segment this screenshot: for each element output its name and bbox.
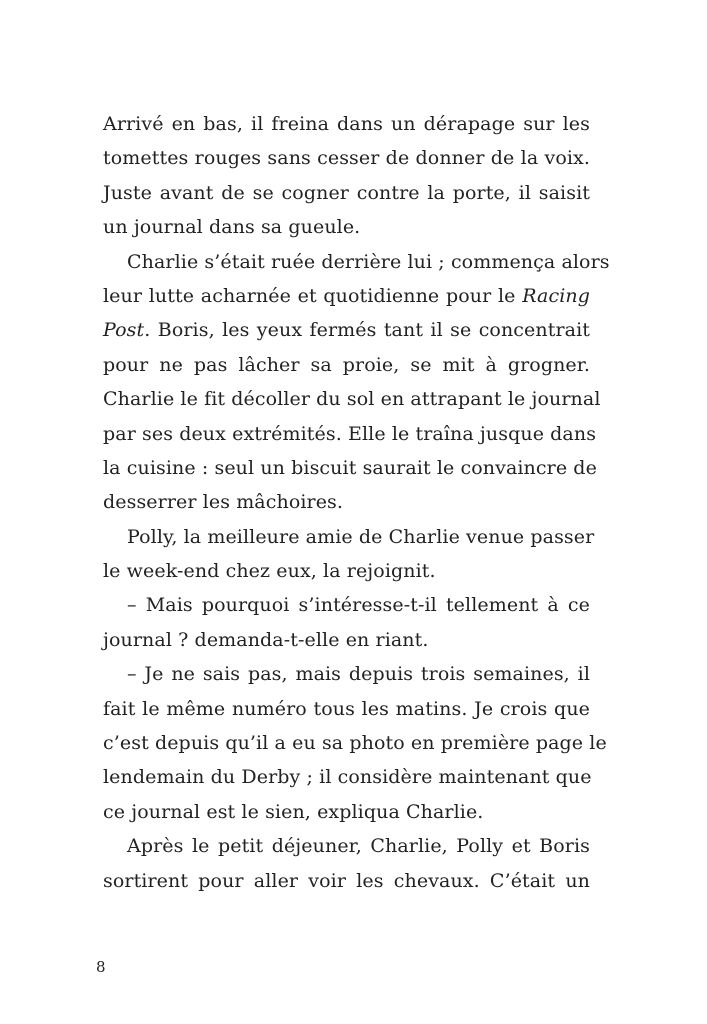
text-line: ce journal est le sien, expliqua Charlie. bbox=[103, 800, 484, 823]
text-segment: leur lutte acharnée et quotidienne pour le bbox=[103, 284, 516, 307]
text-line: – Mais pourquoi s’intéresse-t-il tellement à ce bbox=[127, 594, 590, 617]
body-text bbox=[103, 107, 610, 898]
text-line: fait le même numéro tous les matins. Je crois que bbox=[103, 697, 590, 720]
text-line: tomettes rouges sans cesser de donner de la voix. bbox=[103, 147, 590, 170]
text-line: – Je ne sais pas, mais depuis trois semaines, il bbox=[127, 663, 590, 686]
italic-title: Racing bbox=[522, 284, 590, 307]
text-line bbox=[103, 279, 590, 313]
italic-title: Post bbox=[103, 319, 145, 342]
text-line: Polly, la meilleure amie de Charlie venue passer bbox=[127, 525, 595, 548]
text-line: sortirent pour aller voir les chevaux. C’était un bbox=[103, 869, 590, 892]
text-line: par ses deux extrémités. Elle le traîna jusque dans bbox=[103, 422, 597, 445]
text-line: c’est depuis qu’il a eu sa photo en première page le bbox=[103, 732, 607, 755]
page-number: 8 bbox=[96, 958, 106, 976]
text-line: journal ? demanda-t-elle en riant. bbox=[103, 628, 429, 651]
text-line: la cuisine : seul un biscuit saurait le convaincre de bbox=[103, 456, 597, 479]
text-line: Charlie le fit décoller du sol en attrapant le journal bbox=[103, 388, 601, 411]
text-segment: . Boris, les yeux fermés tant il se concentrait bbox=[144, 319, 590, 342]
text-line: Arrivé en bas, il freina dans un dérapage sur les bbox=[103, 113, 590, 135]
text-line: desserrer les mâchoires. bbox=[103, 491, 344, 514]
text-line: un journal dans sa gueule. bbox=[103, 216, 361, 239]
text-line: Charlie s’était ruée derrière lui ; commença alors bbox=[127, 250, 610, 273]
text-line: lendemain du Derby ; il considère maintenant que bbox=[103, 766, 592, 789]
text-line bbox=[103, 313, 590, 347]
text-line: Après le petit déjeuner, Charlie, Polly et Boris bbox=[127, 835, 590, 858]
text-line: Juste avant de se cogner contre la porte, il saisit bbox=[103, 181, 590, 204]
text-line: le week-end chez eux, la rejoignit. bbox=[103, 560, 436, 583]
text-line: pour ne pas lâcher sa proie, se mit à grogner. bbox=[103, 353, 590, 376]
